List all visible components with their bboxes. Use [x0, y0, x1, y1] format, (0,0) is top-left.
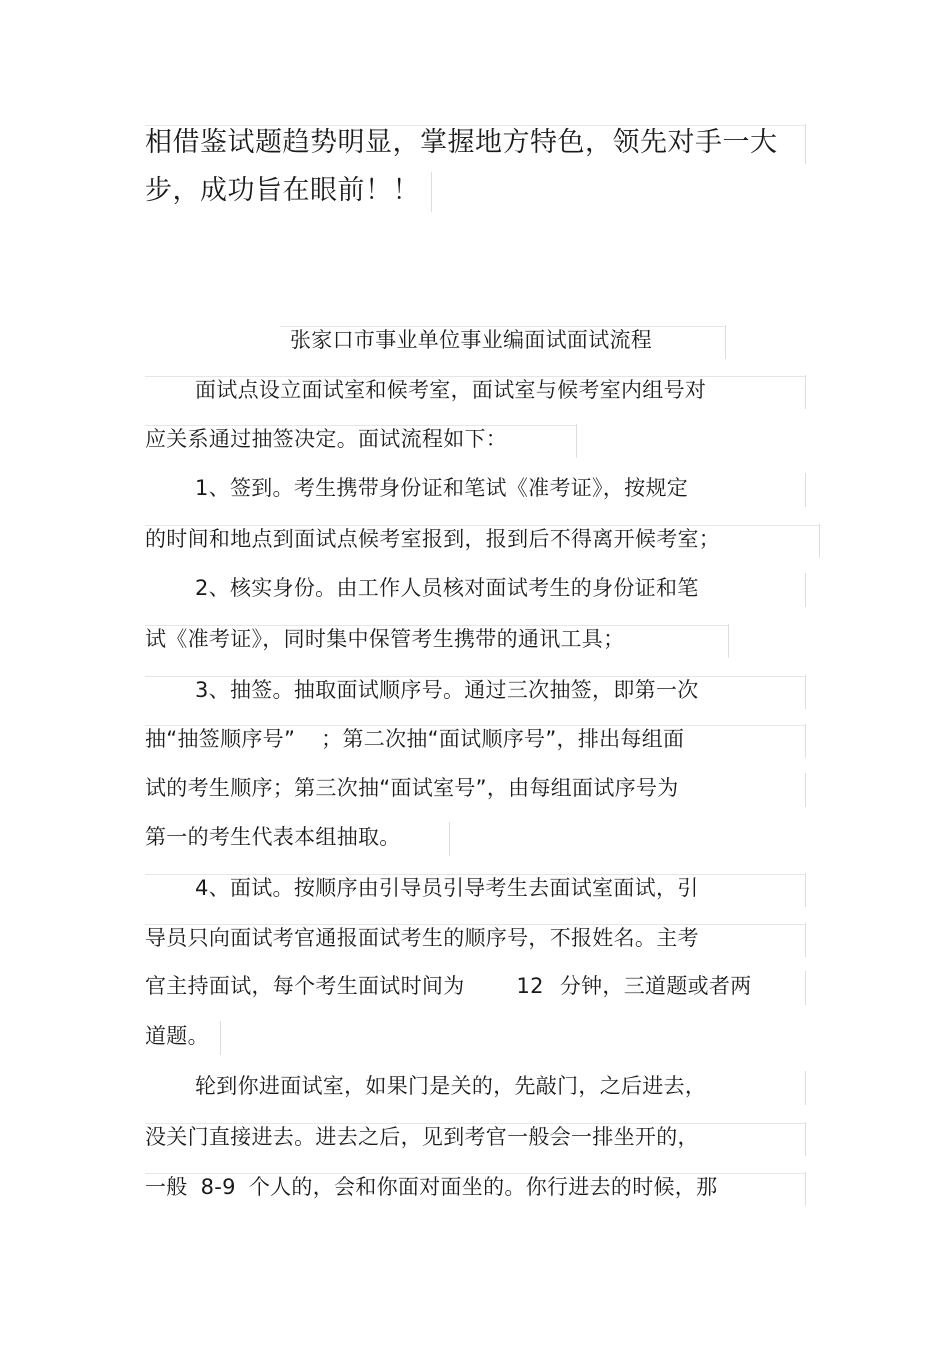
- paragraph-line: 的时间和地点到面试点候考室报到，报到后不得离开候考室；: [145, 525, 820, 550]
- paragraph-line: 没关门直接进去。进去之后，见到考官一般会一排坐开的，: [145, 1123, 806, 1148]
- paragraph-line: 官主持面试，每个考生面试时间为 12 分钟，三道题或者两: [145, 973, 806, 997]
- paragraph-line: 导员只向面试考官通报面试考生的顺序号，不报姓名。主考: [145, 924, 806, 949]
- paragraph-line: 试《准考证》，同时集中保管考生携带的通讯工具；: [145, 625, 729, 650]
- paragraph-line: 道题。: [145, 1023, 221, 1047]
- paragraph-line: 第一的考生代表本组抽取。: [145, 824, 450, 848]
- paragraph-line: 4、面试。按顺序由引导员引导考生去面试室面试，引: [145, 874, 806, 899]
- paragraph-line: 3、抽签。抽取面试顺序号。通过三次抽签，即第一次: [145, 676, 806, 701]
- intro-line-1: 相借鉴试题趋势明显，掌握地方特色，领先对手一大: [145, 125, 806, 156]
- paragraph-line: 应关系通过抽签决定。面试流程如下：: [145, 425, 577, 450]
- page-title: 张家口市事业单位事业编面试面试流程: [280, 326, 726, 351]
- paragraph-line: 2、核实身份。由工作人员核对面试考生的身份证和笔: [145, 575, 806, 599]
- paragraph-line: 轮到你进面试室，如果门是关的，先敲门，之后进去，: [145, 1073, 806, 1097]
- paragraph-line: 面试点设立面试室和候考室，面试室与候考室内组号对: [145, 376, 806, 401]
- paragraph-line: 一般 8-9 个人的，会和你面对面坐的。你行进去的时候，那: [145, 1173, 806, 1198]
- intro-line-2: 步，成功旨在眼前！！: [145, 174, 432, 204]
- paragraph-line: 1、签到。考生携带身份证和笔试《准考证》，按规定: [145, 475, 806, 499]
- paragraph-line: 试的考生顺序；第三次抽“面试室号”，由每组面试序号为: [145, 775, 806, 799]
- paragraph-line: 抽“抽签顺序号” ；第二次抽“面试顺序号”，排出每组面: [145, 725, 806, 750]
